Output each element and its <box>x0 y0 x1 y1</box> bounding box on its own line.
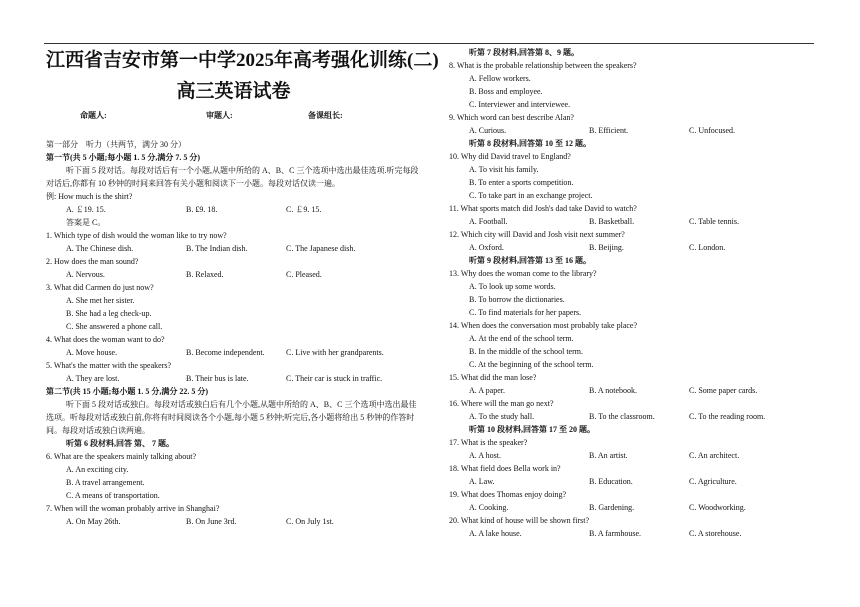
question-17: 17. What is the speaker? <box>449 438 528 447</box>
option-b: B. Gardening. <box>589 503 635 512</box>
option-c: C. To take part in an exchange project. <box>469 191 593 200</box>
section2-heading: 第二节(共 15 小题;每小题 1. 5 分,满分 22. 5 分) <box>46 387 208 396</box>
option-b: B. A farmhouse. <box>589 529 641 538</box>
section2-instructions: 听下面 5 段对话或独白。每段对话或独白后有几个小题,从题中所给的 A、B、C 三个选项中选出最佳选项。听每段对话或独白前,你将有时间阅读各个小题,每小题 5 秒钟;听完后,各小题将给出 5 秒钟的作答时间。每段对话或独白读两遍。 <box>46 400 417 435</box>
option-a: A. To the study hall. <box>469 412 535 421</box>
option-b: B. Efficient. <box>589 126 629 135</box>
question-20: 20. What kind of house will be shown first? <box>449 516 590 525</box>
option-a: A. Law. <box>469 477 495 486</box>
option-a: A. Move house. <box>66 348 118 357</box>
option-b: B. The Indian dish. <box>186 244 248 253</box>
option-c: C. The Japanese dish. <box>286 244 356 253</box>
material-10-heading: 听第 10 段材料,回答第 17 至 20 题。 <box>469 425 595 434</box>
option-a: A. A host. <box>469 451 502 460</box>
material-8-heading: 听第 8 段材料,回答第 10 至 12 题。 <box>469 139 591 148</box>
option-c: C. Woodworking. <box>689 503 746 512</box>
question-19: 19. What does Thomas enjoy doing? <box>449 490 567 499</box>
option-a: A. On May 26th. <box>66 517 121 526</box>
role-reviewer: 审题人: <box>206 111 233 120</box>
part-heading: 第一部分 听力（共两节，满分 30 分） <box>46 140 186 149</box>
option-b: B. Their bus is late. <box>186 374 249 383</box>
option-a: A. An exciting city. <box>66 465 129 474</box>
option-c: C. On July 1st. <box>286 517 334 526</box>
question-11: 11. What sports match did Josh's dad take David to watch? <box>449 204 637 213</box>
option-a: A. Curious. <box>469 126 507 135</box>
option-a: A. At the end of the school term. <box>469 334 574 343</box>
option-b: B. On June 3rd. <box>186 517 237 526</box>
question-16: 16. Where will the man go next? <box>449 399 554 408</box>
option-c: C. Pleased. <box>286 270 322 279</box>
role-group-leader: 备课组长: <box>308 111 343 120</box>
question-4: 4. What does the woman want to do? <box>46 335 165 344</box>
question-1: 1. Which type of dish would the woman like to try now? <box>46 231 227 240</box>
option-c: C. At the beginning of the school term. <box>469 360 594 369</box>
example-answer: 答案是 C。 <box>66 218 106 227</box>
option-a: A. To look up some words. <box>469 282 556 291</box>
q16-options <box>449 410 819 423</box>
option-b: B. Education. <box>589 477 633 486</box>
option-b: B. A notebook. <box>589 386 638 395</box>
option-b: B. ₤9. 18. <box>186 205 218 214</box>
option-a: A. A paper. <box>469 386 505 395</box>
option-a: A. Oxford. <box>469 243 504 252</box>
q17-options <box>449 449 819 462</box>
option-b: B. Relaxed. <box>186 270 224 279</box>
option-c: C. Some paper cards. <box>689 386 758 395</box>
exam-title: 江西省吉安市第一中学2025年高考强化训练(二) <box>46 50 439 71</box>
q7-options <box>46 515 421 528</box>
example-options <box>46 203 421 216</box>
q9-options <box>449 124 819 137</box>
left-flow <box>46 138 421 528</box>
option-c: C. An architect. <box>689 451 740 460</box>
question-18: 18. What field does Bella work in? <box>449 464 561 473</box>
role-proposer: 命题人: <box>80 111 107 120</box>
option-c: C. London. <box>689 243 726 252</box>
question-13: 13. Why does the woman come to the library? <box>449 269 597 278</box>
question-2: 2. How does the man sound? <box>46 257 139 266</box>
q4-options <box>46 346 421 359</box>
question-3: 3. What did Carmen do just now? <box>46 283 154 292</box>
roles-line <box>46 109 421 122</box>
option-a: A. Nervous. <box>66 270 105 279</box>
option-a: A. ￡19. 15. <box>66 205 106 214</box>
q5-options <box>46 372 421 385</box>
option-c: C. To the reading room. <box>689 412 766 421</box>
q11-options <box>449 215 819 228</box>
question-10: 10. Why did David travel to England? <box>449 152 571 161</box>
material-7-heading: 听第 7 段材料,回答第 8、9 题。 <box>469 48 579 57</box>
option-b: B. An artist. <box>589 451 628 460</box>
option-c: C. Unfocused. <box>689 126 735 135</box>
option-a: A. To visit his family. <box>469 165 539 174</box>
option-c: C. Agriculture. <box>689 477 737 486</box>
option-b: B. In the middle of the school term. <box>469 347 583 356</box>
right-flow <box>449 46 819 540</box>
option-c: C. Interviewer and interviewee. <box>469 100 571 109</box>
option-a: A. They are lost. <box>66 374 120 383</box>
option-b: B. To the classroom. <box>589 412 655 421</box>
q19-options <box>449 501 819 514</box>
option-c: C. A storehouse. <box>689 529 742 538</box>
option-a: A. Fellow workers. <box>469 74 531 83</box>
option-c: C. Table tennis. <box>689 217 739 226</box>
option-b: B. A travel arrangement. <box>66 478 145 487</box>
option-c: C. Their car is stuck in traffic. <box>286 374 383 383</box>
question-7: 7. When will the woman probably arrive in Shanghai? <box>46 504 220 513</box>
question-12: 12. Which city will David and Josh visit next summer? <box>449 230 625 239</box>
question-14: 14. When does the conversation most probably take place? <box>449 321 638 330</box>
material-6-heading: 听第 6 段材料,回答 第、 7 题。 <box>66 439 174 448</box>
q2-options <box>46 268 421 281</box>
section1-instructions: 听下面 5 段对话。每段对话后有一个小题,从题中所给的 A、B、C 三个选项中选出最佳选项.听完每段对话后,你都有 10 秒钟的时间来回答有关小题和阅读下一小题。每段对话仅读一遍。 <box>46 166 419 188</box>
option-b: B. To enter a sports competition. <box>469 178 574 187</box>
option-a: A. Cooking. <box>469 503 509 512</box>
option-b: B. Beijing. <box>589 243 624 252</box>
exam-subtitle: 高三英语试卷 <box>176 81 291 102</box>
option-b: B. Basketball. <box>589 217 635 226</box>
option-b: B. Become independent. <box>186 348 265 357</box>
question-5: 5. What's the matter with the speakers? <box>46 361 172 370</box>
example-question: 例: How much is the shirt? <box>46 192 133 201</box>
q20-options <box>449 527 819 540</box>
option-a: A. She met her sister. <box>66 296 135 305</box>
header-rule <box>44 43 814 44</box>
material-9-heading: 听第 9 段材料,回答第 13 至 16 题。 <box>469 256 591 265</box>
question-6: 6. What are the speakers mainly talking about? <box>46 452 197 461</box>
q18-options <box>449 475 819 488</box>
q1-options <box>46 242 421 255</box>
q12-options <box>449 241 819 254</box>
question-15: 15. What did the man lose? <box>449 373 537 382</box>
option-a: A. The Chinese dish. <box>66 244 134 253</box>
option-b: B. To borrow the dictionaries. <box>469 295 565 304</box>
option-c: C. Live with her grandparents. <box>286 348 384 357</box>
option-c: C. A means of transportation. <box>66 491 160 500</box>
option-b: B. Boss and employee. <box>469 87 543 96</box>
option-a: A. A lake house. <box>469 529 522 538</box>
q15-options <box>449 384 819 397</box>
option-b: B. She had a leg check-up. <box>66 309 152 318</box>
question-8: 8. What is the probable relationship between the speakers? <box>449 61 637 70</box>
option-c: C. ￡9. 15. <box>286 205 322 214</box>
section1-heading: 第一节(共 5 小题;每小题 1. 5 分,满分 7. 5 分) <box>46 153 200 162</box>
option-c: C. To find materials for her papers. <box>469 308 582 317</box>
question-9: 9. Which word can best describe Alan? <box>449 113 574 122</box>
option-c: C. She answered a phone call. <box>66 322 163 331</box>
option-a: A. Football. <box>469 217 508 226</box>
